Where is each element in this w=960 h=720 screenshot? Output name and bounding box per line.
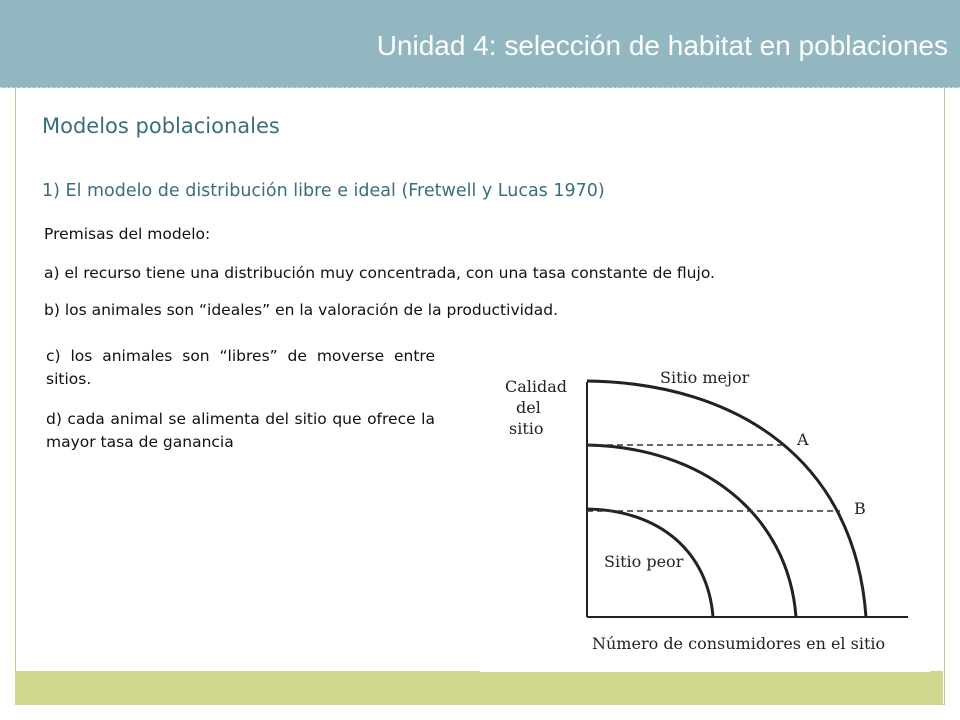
y-axis-label-line-2: del (516, 398, 541, 417)
y-axis-label-line-3: sitio (509, 419, 544, 438)
best-site-label: Sitio mejor (660, 368, 750, 387)
figure-svg (480, 352, 930, 672)
premise-d: d) cada animal se alimenta del sitio que ofrece la mayor tasa de ganancia (46, 410, 435, 451)
section-title: Modelos poblacionales (42, 114, 280, 138)
point-label-b: B (854, 499, 866, 518)
point-label-a: A (797, 430, 809, 449)
premise-a: a) el recurso tiene una distribución muy concentrada, con una tasa constante de flujo. (44, 264, 715, 282)
footer-bar (15, 671, 943, 705)
premise-c: c) los animales son “libres” de moverse entre sitios. (46, 347, 435, 388)
x-axis-label: Número de consumidores en el sitio (592, 634, 886, 653)
y-axis-label-line-1: Calidad (505, 377, 568, 396)
habitat-quality-figure (480, 352, 930, 676)
slide-title: Unidad 4: selección de habitat en poblaciones (376, 30, 948, 61)
worst-site-label: Sitio peor (604, 552, 684, 571)
premises-label: Premisas del modelo: (44, 225, 211, 243)
header-bar (0, 0, 960, 88)
model-heading: 1) El modelo de distribución libre e ideal (Fretwell y Lucas 1970) (42, 181, 605, 201)
premise-b: b) los animales son “ideales” en la valoración de la productividad. (44, 301, 559, 319)
